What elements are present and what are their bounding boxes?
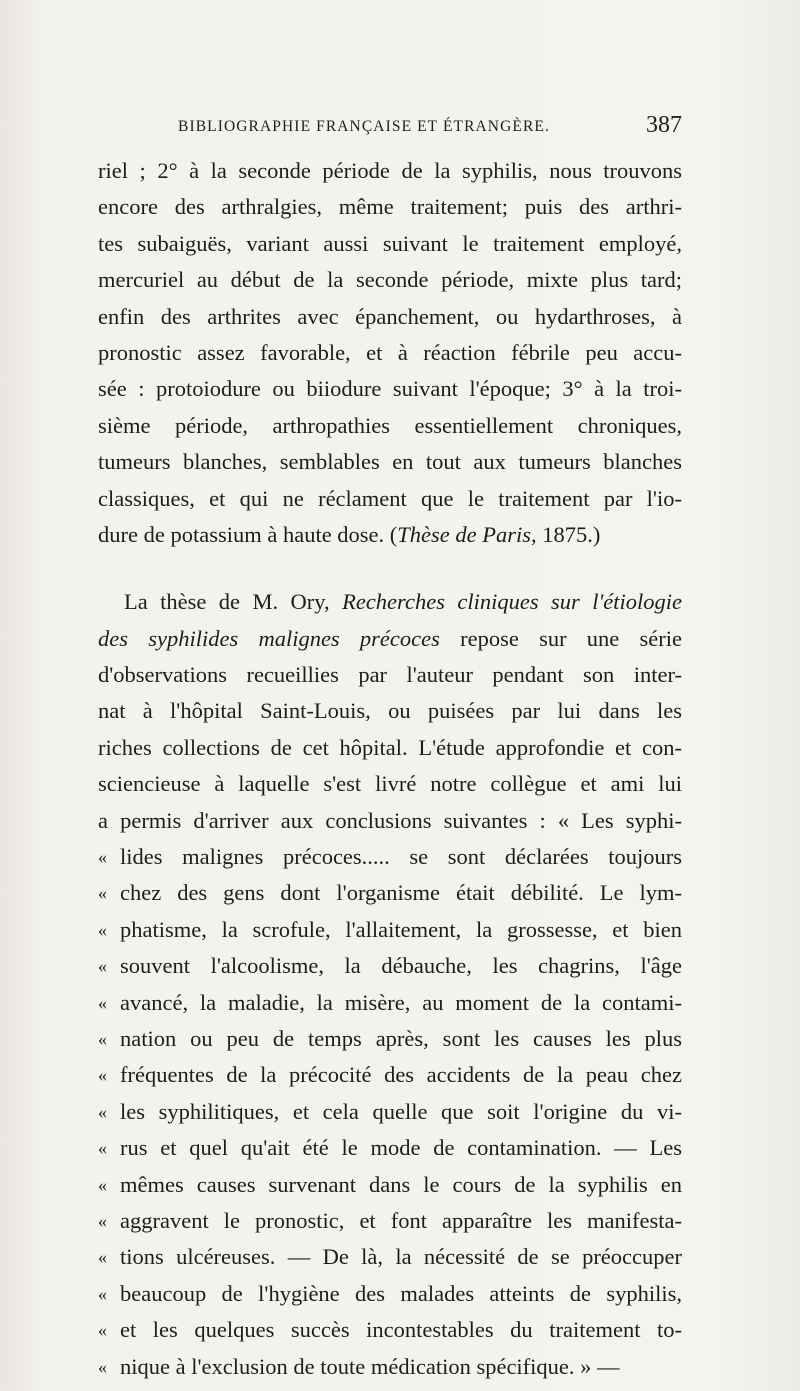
quote-mark: « (98, 1174, 107, 1195)
quoted-text: lides malignes précoces..... se sont déclarées toujours (120, 844, 682, 870)
quoted-line (98, 839, 682, 875)
quoted-text: phatisme, la scrofule, l'allaitement, la grossesse, et bien (120, 916, 682, 942)
quote-mark: « (98, 1028, 107, 1049)
quote-mark: « (98, 1138, 107, 1159)
text-line: tes subaiguës, variant aussi suivant le traitement employé, (98, 230, 682, 256)
text-segment: repose sur une série (439, 625, 682, 651)
text-line: mercuriel au début de la seconde période, mixte plus tard; (98, 267, 682, 293)
citation-title: Thèse de Paris (397, 521, 532, 547)
quoted-text: fréquentes de la précocité des accidents de la peau chez (120, 1062, 682, 1088)
quoted-text: aggravent le pronostic, et font apparaître les manifesta- (120, 1207, 682, 1233)
quoted-text: les syphilitiques, et cela quelle que soit l'origine du vi- (120, 1098, 682, 1124)
paragraph-gap (98, 553, 682, 584)
quote-mark: « (98, 1356, 107, 1377)
quoted-text: rus et quel qu'ait été le mode de contamination. — Les (120, 1135, 682, 1161)
quoted-text: beaucoup de l'hygiène des malades atteints de syphilis, (120, 1280, 682, 1306)
quoted-line (98, 1203, 682, 1239)
text-line: pronostic assez favorable, et à réaction fébrile peu accu- (98, 339, 682, 365)
text-line: sée : protoiodure ou biiodure suivant l'époque; 3° à la troi- (98, 376, 682, 402)
quote-mark: « (98, 883, 107, 904)
quoted-line (98, 1312, 682, 1348)
quoted-text: souvent l'alcoolisme, la débauche, les chagrins, l'âge (120, 953, 682, 979)
paragraph-1 (98, 153, 682, 553)
quote-mark: « (98, 956, 107, 977)
quoted-block (98, 839, 682, 1385)
quoted-text: chez des gens dont l'organisme était débilité. Le lym- (120, 880, 682, 906)
text-line: sième période, arthropathies essentiellement chroniques, (98, 412, 682, 438)
quote-mark: « (98, 1283, 107, 1304)
thesis-title-cont: des syphilides malignes précoces (98, 625, 440, 651)
quote-mark: « (98, 1101, 107, 1122)
text-line-last (98, 517, 682, 553)
quoted-text: tions ulcéreuses. — De là, la nécessité de se préoccuper (120, 1244, 682, 1270)
thesis-title: Recherches cliniques sur l'étiologie (342, 589, 682, 615)
quoted-line (98, 875, 682, 911)
text-segment: La thèse de M. Ory, (124, 589, 343, 615)
paragraph-2 (98, 584, 682, 1385)
quote-mark: « (98, 919, 107, 940)
quoted-text: et les quelques succès incontestables du traitement to- (120, 1317, 682, 1343)
text-line (98, 584, 682, 620)
quoted-line (98, 1130, 682, 1166)
quoted-text: nique à l'exclusion de toute médication spécifique. » — (120, 1353, 620, 1379)
quoted-line (98, 1349, 682, 1385)
quote-mark: « (98, 1247, 107, 1268)
text-line: riel ; 2° à la seconde période de la syphilis, nous trouvons (98, 158, 682, 183)
quoted-line (98, 912, 682, 948)
running-title: BIBLIOGRAPHIE FRANÇAISE ET ÉTRANGÈRE. (178, 118, 550, 135)
quoted-line (98, 1276, 682, 1312)
quote-mark: « (98, 1210, 107, 1231)
text-line (98, 621, 682, 657)
quote-mark: « (98, 1320, 107, 1341)
text-line: tumeurs blanches, semblables en tout aux tumeurs blanches (98, 449, 682, 475)
quoted-line (98, 1021, 682, 1057)
page-header (98, 112, 682, 146)
quoted-text: avancé, la maladie, la misère, au moment de la contami- (120, 989, 682, 1015)
text-line: d'observations recueillies par l'auteur pendant son inter- (98, 662, 682, 688)
quote-mark: « (98, 1065, 107, 1086)
text-line: riches collections de cet hôpital. L'étude approfondie et con- (98, 734, 682, 760)
text-line: nat à l'hôpital Saint-Louis, ou puisées par lui dans les (98, 698, 682, 724)
page-number: 387 (646, 112, 682, 138)
text-line: encore des arthralgies, même traitement; puis des arthri- (98, 194, 682, 220)
quote-mark: « (98, 992, 107, 1013)
quoted-line (98, 1239, 682, 1275)
text-line: sciencieuse à laquelle s'est livré notre collègue et ami lui (98, 771, 682, 797)
quoted-text: nation ou peu de temps après, sont les causes les plus (120, 1025, 682, 1051)
text-segment: dure de potassium à haute dose. ( (98, 521, 398, 547)
text-line: enfin des arthrites avec épanchement, ou hydarthroses, à (98, 303, 682, 329)
quoted-line (98, 1057, 682, 1093)
quoted-line (98, 1094, 682, 1130)
text-line: a permis d'arriver aux conclusions suivantes : « Les syphi- (98, 807, 682, 833)
quoted-line (98, 948, 682, 984)
quote-mark: « (98, 847, 107, 868)
text-segment: , 1875.) (531, 521, 601, 547)
quoted-text: mêmes causes survenant dans le cours de la syphilis en (120, 1171, 682, 1197)
page-body (98, 153, 682, 1385)
quoted-line (98, 1167, 682, 1203)
text-line: classiques, et qui ne réclament que le traitement par l'io- (98, 485, 682, 511)
quoted-line (98, 985, 682, 1021)
